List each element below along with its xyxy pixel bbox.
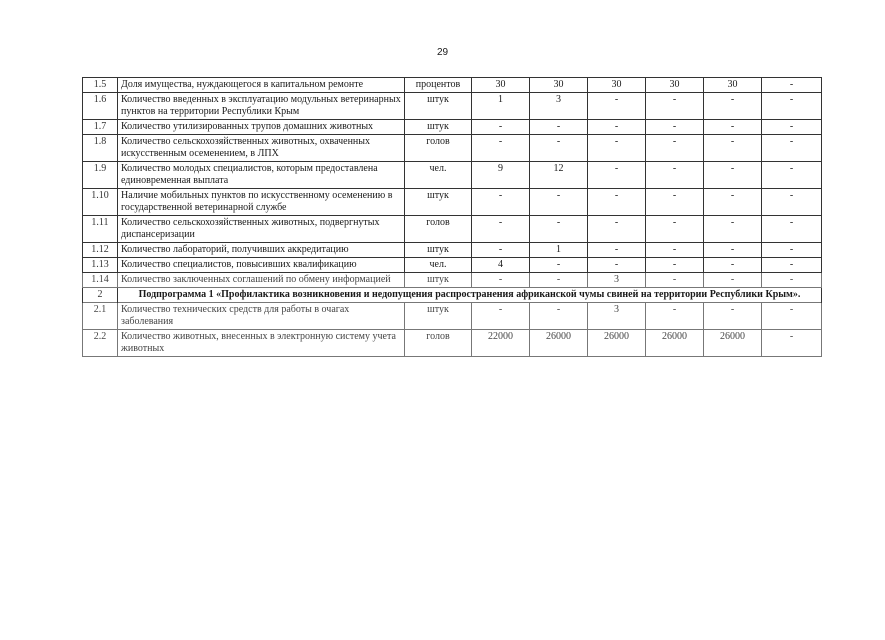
indicator-name: Количество животных, внесенных в электронную систему учета животных	[118, 330, 405, 357]
value-cell: -	[646, 93, 704, 120]
value-cell: -	[588, 135, 646, 162]
indicator-name: Количество лабораторий, получивших аккредитацию	[118, 243, 405, 258]
value-cell: -	[704, 120, 762, 135]
value-cell: -	[472, 189, 530, 216]
value-cell: -	[762, 243, 822, 258]
value-cell: -	[530, 216, 588, 243]
table-row	[83, 303, 822, 330]
value-cell: -	[588, 120, 646, 135]
row-number: 1.8	[83, 135, 118, 162]
unit-cell: голов	[405, 330, 472, 357]
value-cell: 26000	[530, 330, 588, 357]
table-row	[83, 189, 822, 216]
value-cell: 12	[530, 162, 588, 189]
value-cell: -	[588, 162, 646, 189]
value-cell: -	[646, 189, 704, 216]
value-cell: -	[762, 303, 822, 330]
indicator-name: Количество утилизированных трупов домашних животных	[118, 120, 405, 135]
value-cell: -	[646, 303, 704, 330]
indicators-table	[82, 77, 822, 357]
row-number: 1.6	[83, 93, 118, 120]
indicator-name: Количество заключенных соглашений по обмену информацией	[118, 273, 405, 288]
value-cell: -	[646, 120, 704, 135]
value-cell: 3	[530, 93, 588, 120]
value-cell: -	[588, 93, 646, 120]
value-cell: -	[704, 189, 762, 216]
value-cell: -	[704, 303, 762, 330]
row-number: 1.9	[83, 162, 118, 189]
table-row	[83, 243, 822, 258]
value-cell: -	[588, 189, 646, 216]
table-row	[83, 330, 822, 357]
value-cell: 22000	[472, 330, 530, 357]
unit-cell: штук	[405, 243, 472, 258]
value-cell: -	[646, 135, 704, 162]
value-cell: -	[762, 120, 822, 135]
value-cell: -	[762, 273, 822, 288]
subprogram-row	[83, 288, 822, 303]
value-cell: -	[762, 258, 822, 273]
value-cell: -	[472, 273, 530, 288]
value-cell: -	[704, 258, 762, 273]
value-cell: -	[762, 330, 822, 357]
unit-cell: штук	[405, 120, 472, 135]
value-cell: 4	[472, 258, 530, 273]
value-cell: -	[472, 243, 530, 258]
value-cell: -	[646, 243, 704, 258]
value-cell: -	[530, 120, 588, 135]
value-cell: -	[472, 303, 530, 330]
value-cell: -	[530, 189, 588, 216]
indicator-name: Количество специалистов, повысивших квалификацию	[118, 258, 405, 273]
unit-cell: чел.	[405, 162, 472, 189]
unit-cell: штук	[405, 303, 472, 330]
value-cell: -	[646, 273, 704, 288]
value-cell: -	[704, 243, 762, 258]
table-row	[83, 78, 822, 93]
unit-cell: процентов	[405, 78, 472, 93]
value-cell: 1	[530, 243, 588, 258]
row-number: 2.1	[83, 303, 118, 330]
unit-cell: штук	[405, 189, 472, 216]
value-cell: 26000	[704, 330, 762, 357]
row-number: 1.7	[83, 120, 118, 135]
table-row	[83, 258, 822, 273]
indicator-name: Количество сельскохозяйственных животных, охваченных искусственным осеменением, в ЛПХ	[118, 135, 405, 162]
value-cell: 30	[646, 78, 704, 93]
value-cell: -	[762, 135, 822, 162]
value-cell: -	[588, 258, 646, 273]
row-number: 2	[83, 288, 118, 303]
indicator-name: Количество технических средств для работы в очагах заболевания	[118, 303, 405, 330]
value-cell: -	[530, 303, 588, 330]
value-cell: -	[646, 162, 704, 189]
value-cell: -	[762, 162, 822, 189]
value-cell: 26000	[588, 330, 646, 357]
indicator-name: Наличие мобильных пунктов по искусственному осеменению в государственной ветеринарной службе	[118, 189, 405, 216]
unit-cell: голов	[405, 135, 472, 162]
value-cell: -	[472, 135, 530, 162]
table-row	[83, 216, 822, 243]
row-number: 1.12	[83, 243, 118, 258]
value-cell: -	[588, 243, 646, 258]
value-cell: 9	[472, 162, 530, 189]
indicator-name: Количество молодых специалистов, которым предоставлена единовременная выплата	[118, 162, 405, 189]
value-cell: -	[530, 273, 588, 288]
indicator-name: Количество сельскохозяйственных животных, подвергнутых диспансеризации	[118, 216, 405, 243]
table-row	[83, 162, 822, 189]
unit-cell: чел.	[405, 258, 472, 273]
value-cell: -	[704, 273, 762, 288]
value-cell: -	[762, 216, 822, 243]
value-cell: -	[646, 216, 704, 243]
table-row	[83, 273, 822, 288]
value-cell: 3	[588, 303, 646, 330]
value-cell: -	[704, 93, 762, 120]
value-cell: -	[472, 216, 530, 243]
value-cell: -	[762, 189, 822, 216]
value-cell: 3	[588, 273, 646, 288]
row-number: 1.5	[83, 78, 118, 93]
value-cell: 30	[704, 78, 762, 93]
value-cell: -	[704, 135, 762, 162]
table-row	[83, 93, 822, 120]
value-cell: -	[704, 216, 762, 243]
value-cell: 1	[472, 93, 530, 120]
table-row	[83, 135, 822, 162]
row-number: 2.2	[83, 330, 118, 357]
unit-cell: голов	[405, 216, 472, 243]
row-number: 1.10	[83, 189, 118, 216]
value-cell: -	[704, 162, 762, 189]
row-number: 1.14	[83, 273, 118, 288]
value-cell: -	[530, 258, 588, 273]
value-cell: -	[530, 135, 588, 162]
row-number: 1.13	[83, 258, 118, 273]
page-number: 29	[436, 47, 449, 58]
indicator-name: Доля имущества, нуждающегося в капитальном ремонте	[118, 78, 405, 93]
unit-cell: штук	[405, 93, 472, 120]
value-cell: -	[762, 78, 822, 93]
value-cell: -	[762, 93, 822, 120]
unit-cell: штук	[405, 273, 472, 288]
row-number: 1.11	[83, 216, 118, 243]
value-cell: -	[646, 258, 704, 273]
indicator-name: Количество введенных в эксплуатацию модульных ветеринарных пунктов на территории Республики Крым	[118, 93, 405, 120]
value-cell: 30	[588, 78, 646, 93]
value-cell: -	[588, 216, 646, 243]
value-cell: 26000	[646, 330, 704, 357]
table-row	[83, 120, 822, 135]
value-cell: 30	[472, 78, 530, 93]
subprogram-title: Подпрограмма 1 «Профилактика возникновения и недопущения распространения африканской чумы свиней на территории Республики Крым».	[118, 288, 822, 303]
value-cell: 30	[530, 78, 588, 93]
value-cell: -	[472, 120, 530, 135]
